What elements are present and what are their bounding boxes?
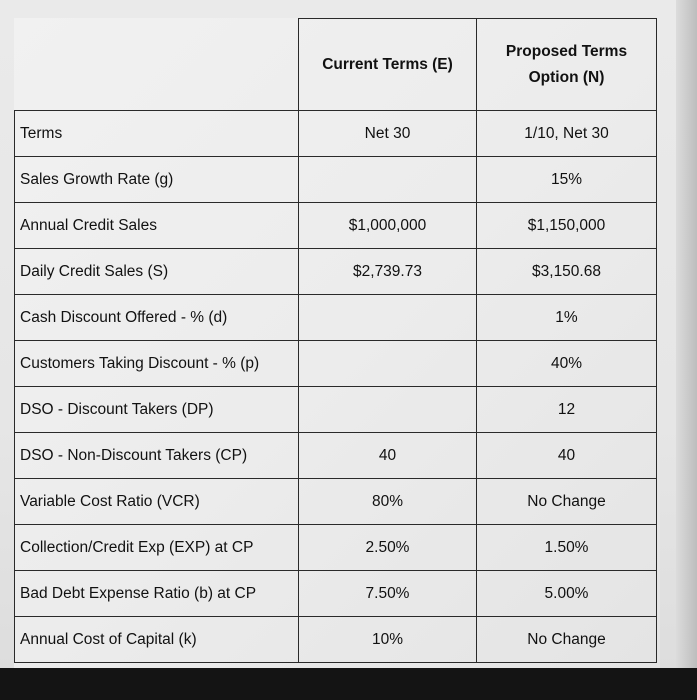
row-proposed-value: 40% bbox=[477, 341, 657, 387]
row-proposed-value: No Change bbox=[477, 617, 657, 663]
row-proposed-value: No Change bbox=[477, 479, 657, 525]
row-proposed-value: 1% bbox=[477, 295, 657, 341]
table-row bbox=[15, 617, 657, 663]
row-label: Sales Growth Rate (g) bbox=[15, 157, 299, 203]
row-label: DSO - Discount Takers (DP) bbox=[15, 387, 299, 433]
table-header-row bbox=[15, 19, 657, 111]
row-label: Annual Credit Sales bbox=[15, 203, 299, 249]
row-current-value: 10% bbox=[299, 617, 477, 663]
row-proposed-value: $1,150,000 bbox=[477, 203, 657, 249]
table-row bbox=[15, 387, 657, 433]
header-proposed-terms bbox=[477, 19, 657, 111]
row-current-value: 40 bbox=[299, 433, 477, 479]
row-proposed-value: 12 bbox=[477, 387, 657, 433]
row-current-value bbox=[299, 341, 477, 387]
row-current-value: 7.50% bbox=[299, 571, 477, 617]
row-current-value: $2,739.73 bbox=[299, 249, 477, 295]
row-current-value: 2.50% bbox=[299, 525, 477, 571]
row-proposed-value: 15% bbox=[477, 157, 657, 203]
row-label: Customers Taking Discount - % (p) bbox=[15, 341, 299, 387]
row-label: Terms bbox=[15, 111, 299, 157]
header-current-terms: Current Terms (E) bbox=[299, 19, 477, 111]
row-current-value bbox=[299, 295, 477, 341]
row-label: Annual Cost of Capital (k) bbox=[15, 617, 299, 663]
row-label: DSO - Non-Discount Takers (CP) bbox=[15, 433, 299, 479]
row-label: Collection/Credit Exp (EXP) at CP bbox=[15, 525, 299, 571]
table-row bbox=[15, 571, 657, 617]
row-proposed-value: 1/10, Net 30 bbox=[477, 111, 657, 157]
row-label: Daily Credit Sales (S) bbox=[15, 249, 299, 295]
table-row bbox=[15, 295, 657, 341]
row-current-value: Net 30 bbox=[299, 111, 477, 157]
table-row bbox=[15, 479, 657, 525]
header-proposed-line2: Option (N) bbox=[528, 68, 605, 86]
header-proposed-line1: Proposed Terms bbox=[505, 42, 628, 60]
row-label: Bad Debt Expense Ratio (b) at CP bbox=[15, 571, 299, 617]
row-label: Variable Cost Ratio (VCR) bbox=[15, 479, 299, 525]
row-current-value: 80% bbox=[299, 479, 477, 525]
table-row bbox=[15, 525, 657, 571]
row-proposed-value: 40 bbox=[477, 433, 657, 479]
row-proposed-value: 5.00% bbox=[477, 571, 657, 617]
bottom-dark-edge bbox=[0, 668, 697, 700]
header-blank-cell bbox=[15, 19, 299, 111]
row-current-value bbox=[299, 387, 477, 433]
right-edge-shadow bbox=[676, 0, 697, 700]
credit-terms-table bbox=[14, 18, 657, 663]
row-label: Cash Discount Offered - % (d) bbox=[15, 295, 299, 341]
row-current-value: $1,000,000 bbox=[299, 203, 477, 249]
table-row bbox=[15, 157, 657, 203]
row-current-value bbox=[299, 157, 477, 203]
table-row bbox=[15, 433, 657, 479]
table-row bbox=[15, 111, 657, 157]
table-row bbox=[15, 249, 657, 295]
table-row bbox=[15, 203, 657, 249]
table-row bbox=[15, 341, 657, 387]
row-proposed-value: $3,150.68 bbox=[477, 249, 657, 295]
row-proposed-value: 1.50% bbox=[477, 525, 657, 571]
